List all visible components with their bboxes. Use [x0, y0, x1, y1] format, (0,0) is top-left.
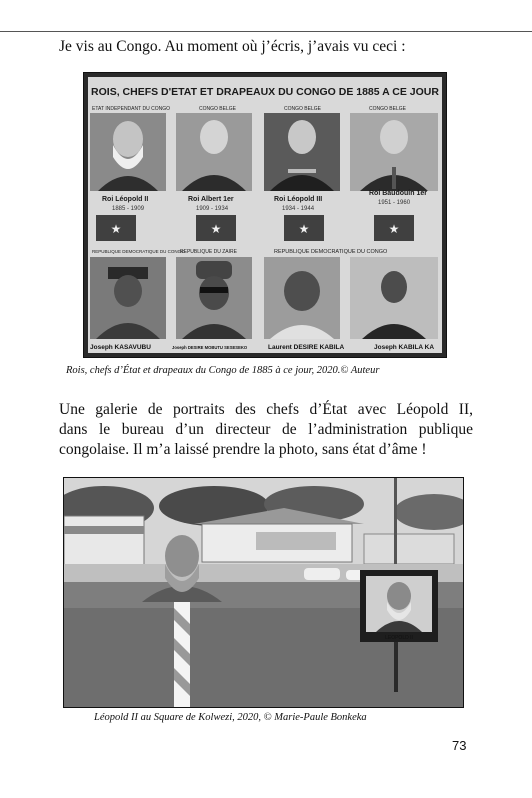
king-years: 1951 - 1960 [378, 200, 411, 206]
portrait-mobutu [176, 257, 252, 339]
figure1-caption: Rois, chefs d’État et drapeaux du Congo de 1885 à ce jour, 2020.© Auteur [66, 365, 380, 376]
mid-label: REPUBLIQUE DEMOCRATIQUE DU CONGO [274, 249, 388, 255]
top-rule [0, 31, 532, 32]
kolwezi-square-photo [63, 477, 464, 708]
king-name: Roi Léopold III [274, 196, 323, 203]
svg-text:★: ★ [298, 222, 310, 236]
king-years: 1885 - 1909 [112, 206, 145, 212]
body-paragraph [59, 400, 473, 460]
mid-label: REPUBLIQUE DU ZAIRE [180, 249, 237, 255]
president-name: Joseph KASAVUBU [90, 344, 151, 351]
paragraph-line: dans le bureau d’un directeur de l’administration publique [59, 421, 473, 438]
frame-label: LEOPOLD II [385, 635, 413, 641]
mid-label: REPUBLIQUE DEMOCRATIQUE DU CONGO [92, 249, 185, 254]
svg-text:★: ★ [110, 222, 122, 236]
king-name: Roi Albert 1er [188, 196, 234, 203]
paragraph-line: Une galerie de portraits des chefs d’État avec Léopold II, [59, 401, 473, 418]
president-name: Joseph KABILA KA [374, 344, 435, 351]
portrait-joseph-kabila [350, 257, 438, 339]
top-label: CONGO BELGE [284, 106, 321, 112]
portrait-kasavubu [90, 257, 166, 339]
king-years: 1909 - 1934 [196, 206, 229, 212]
king-years: 1934 - 1944 [282, 206, 315, 212]
intro-text: Je vis au Congo. Au moment où j’écris, j’avais vu ceci : [59, 38, 406, 55]
top-label: CONGO BELGE [369, 106, 406, 112]
poster-banner: ROIS, CHEFS D'ETAT ET DRAPEAUX DU CONGO DE 1885 A CE JOUR [91, 86, 439, 98]
svg-text:★: ★ [210, 222, 222, 236]
paragraph-line: congolaise. Il m’a laissé prendre la photo, sans état d’âme ! [59, 441, 427, 458]
page-number: 73 [452, 738, 467, 753]
portrait-leopold-ii [90, 113, 166, 191]
portrait-albert-i [176, 113, 252, 191]
svg-text:★: ★ [388, 222, 400, 236]
heads-of-state-photo [83, 72, 447, 358]
portrait-leopold-iii [264, 113, 340, 191]
king-name: Roi Léopold II [102, 196, 149, 203]
top-label: ETAT INDEPENDANT DU CONGO [92, 106, 170, 112]
portrait-baudouin-i [350, 113, 438, 191]
top-label: CONGO BELGE [199, 106, 236, 112]
figure2-caption: Léopold II au Square de Kolwezi, 2020, © Marie-Paule Bonkeka [94, 712, 367, 723]
president-name: Laurent DESIRE KABILA [268, 344, 345, 351]
king-name: Roi Baudouin 1er [369, 190, 427, 197]
president-name: Joseph DESIRE MOBUTU SESESEKO [172, 345, 248, 350]
portrait-laurent-kabila [264, 257, 340, 339]
